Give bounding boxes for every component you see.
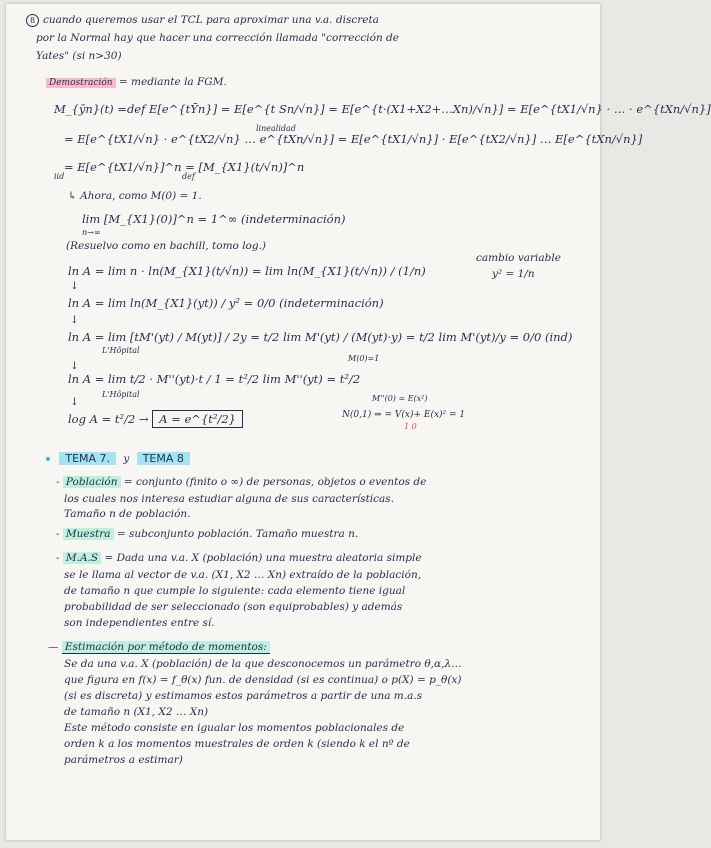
item-number-circle: 8 xyxy=(26,14,39,27)
change-variable-note: cambio variable xyxy=(476,252,561,264)
bullet-dot-icon xyxy=(46,457,50,461)
tema-7-label: TEMA 7. xyxy=(59,452,116,465)
muestra-line: - Muestra = subconjunto población. Tamaño muestra n. xyxy=(56,528,359,540)
tema-8-label: TEMA 8 xyxy=(137,452,190,465)
final-boxed-result: A = e^{t²/2} xyxy=(152,410,243,428)
poblacion-line-1: - Población = conjunto (finito o ∞) de personas, objetos o eventos de xyxy=(56,476,427,488)
final-result xyxy=(68,412,243,426)
intro-line-3: Yates" (si n>30) xyxy=(36,50,122,62)
def-note: def xyxy=(182,172,195,181)
final-log-a: log A = t²/2 → xyxy=(68,412,149,426)
estimacion-line-2: que figura en f(x) = f_θ(x) fun. de densidad (si es continua) o p(X) = p_θ(x) xyxy=(64,674,462,686)
estimacion-line-1: Se da una v.a. X (población) de la que desconocemos un parámetro θ,α,λ… xyxy=(64,658,462,670)
ahora-line: ↳ Ahora, como M(0) = 1. xyxy=(68,190,202,202)
estimacion-line-4: de tamaño n (X1, X2 … Xn) xyxy=(64,706,209,718)
down-arrow-icon: ↓ xyxy=(70,360,79,372)
equation-mgf-1: M_{ȳn}(t) =def E[e^{tȲn}] = E[e^{t Sn/√n}] = E[e^{t·(X1+X2+…Xn)/√n}] = E[e^{tX1/√n} · … · e^{tXn/√n}] xyxy=(54,102,711,116)
demonstration-label: Demostración xyxy=(46,78,116,88)
normal-note-sub: 1 0 xyxy=(404,422,417,431)
m0-note: M(0)=1 xyxy=(348,354,380,363)
resuelvo-note: (Resuelvo como en bachill, tomo log.) xyxy=(66,240,267,252)
down-arrow-icon: ↓ xyxy=(70,280,79,292)
muestra-text: = subconjunto población. Tamaño muestra n. xyxy=(116,528,359,540)
intro-line-2: por la Normal hay que hacer una corrección llamada "corrección de xyxy=(36,32,399,44)
equation-mgf-2: = E[e^{tX1/√n} · e^{tX2/√n} … e^{tXn/√n}] = E[e^{tX1/√n}] · E[e^{tX2/√n}] … E[e^{tXn/√n}] xyxy=(64,132,643,146)
ln-a-step-4: ln A = lim t/2 · M''(yt)·t / 1 = t²/2 lim M''(yt) = t²/2 xyxy=(68,372,361,386)
normal-note: N(0,1) ⇒ = V(x)+ E(x)² = 1 xyxy=(342,410,466,420)
estimacion-line-6: orden k a los momentos muestrales de orden k (siendo k el nº de xyxy=(64,738,410,750)
estimacion-heading: — Estimación por método de momentos: xyxy=(48,641,270,653)
mas-term: M.A.S xyxy=(63,552,101,564)
ln-a-step-2: ln A = lim ln(M_{X1}(yt)) / y² = 0/0 (indeterminación) xyxy=(68,296,384,310)
tema-joiner: y xyxy=(123,453,130,465)
demonstration-rest: = mediante la FGM. xyxy=(118,76,227,88)
poblacion-line-3: Tamaño n de población. xyxy=(64,508,191,520)
estimacion-line-3: (si es discreta) y estimamos estos parámetros a partir de una m.a.s xyxy=(64,690,423,702)
notebook-page xyxy=(6,4,711,840)
mas-line-2: se le llama al vector de v.a. (X1, X2 … Xn) extraído de la población, xyxy=(64,569,422,581)
estimacion-line-5: Este método consiste en igualar los momentos poblacionales de xyxy=(64,722,405,734)
linealidad-note: linealidad xyxy=(256,124,296,133)
ln-a-step-3: ln A = lim [tM'(yt) / M(yt)] / 2y = t/2 lim M'(yt) / (M(yt)·y) = t/2 lim M'(yt)/y = 0/0 (ind) xyxy=(68,330,573,344)
lhopital-note-1: L'Hôpital xyxy=(102,346,140,355)
mas-line-5: son independientes entre sí. xyxy=(64,617,215,629)
tema-heading xyxy=(46,452,190,465)
mas-line-1: - M.A.S = Dada una v.a. X (población) una muestra aleatoria simple xyxy=(56,552,422,564)
intro-line-1 xyxy=(26,14,379,27)
ln-a-step-1: ln A = lim n · ln(M_{X1}(t/√n)) = lim ln(M_{X1}(t/√n)) / (1/n) xyxy=(68,264,426,278)
mpp-note: M''(0) = E(x²) xyxy=(372,394,428,403)
equation-mgf-3: = E[e^{tX1/√n}]^n = [M_{X1}(t/√n)]^n xyxy=(64,160,305,174)
intro-text-1: cuando queremos usar el TCL para aproximar una v.a. discreta xyxy=(43,14,379,26)
estimacion-line-7: parámetros a estimar) xyxy=(64,754,183,766)
down-arrow-icon: ↓ xyxy=(70,314,79,326)
change-variable-eq: y² = 1/n xyxy=(492,268,535,280)
iid-note: iid xyxy=(54,172,65,181)
estimacion-title: Estimación por método de momentos: xyxy=(62,641,270,654)
poblacion-text-1: = conjunto (finito o ∞) de personas, objetos o eventos de xyxy=(123,476,427,488)
poblacion-term: Población xyxy=(63,476,121,488)
mas-line-3: de tamaño n que cumple lo siguiente: cada elemento tiene igual xyxy=(64,585,406,597)
limit-indeterminate: lim [M_{X1}(0)]^n = 1^∞ (indeterminación) xyxy=(82,212,346,226)
limit-sub: n→∞ xyxy=(82,228,101,237)
poblacion-line-2: los cuales nos interesa estudiar alguna de sus características. xyxy=(64,493,395,505)
down-arrow-icon: ↓ xyxy=(70,396,79,408)
lhopital-note-2: L'Hôpital xyxy=(102,390,140,399)
muestra-term: Muestra xyxy=(63,528,114,540)
demonstration-heading xyxy=(46,76,227,88)
mas-line-4: probabilidad de ser seleccionado (son equiprobables) y además xyxy=(64,601,403,613)
mas-text-1: = Dada una v.a. X (población) una muestra aleatoria simple xyxy=(104,552,422,564)
